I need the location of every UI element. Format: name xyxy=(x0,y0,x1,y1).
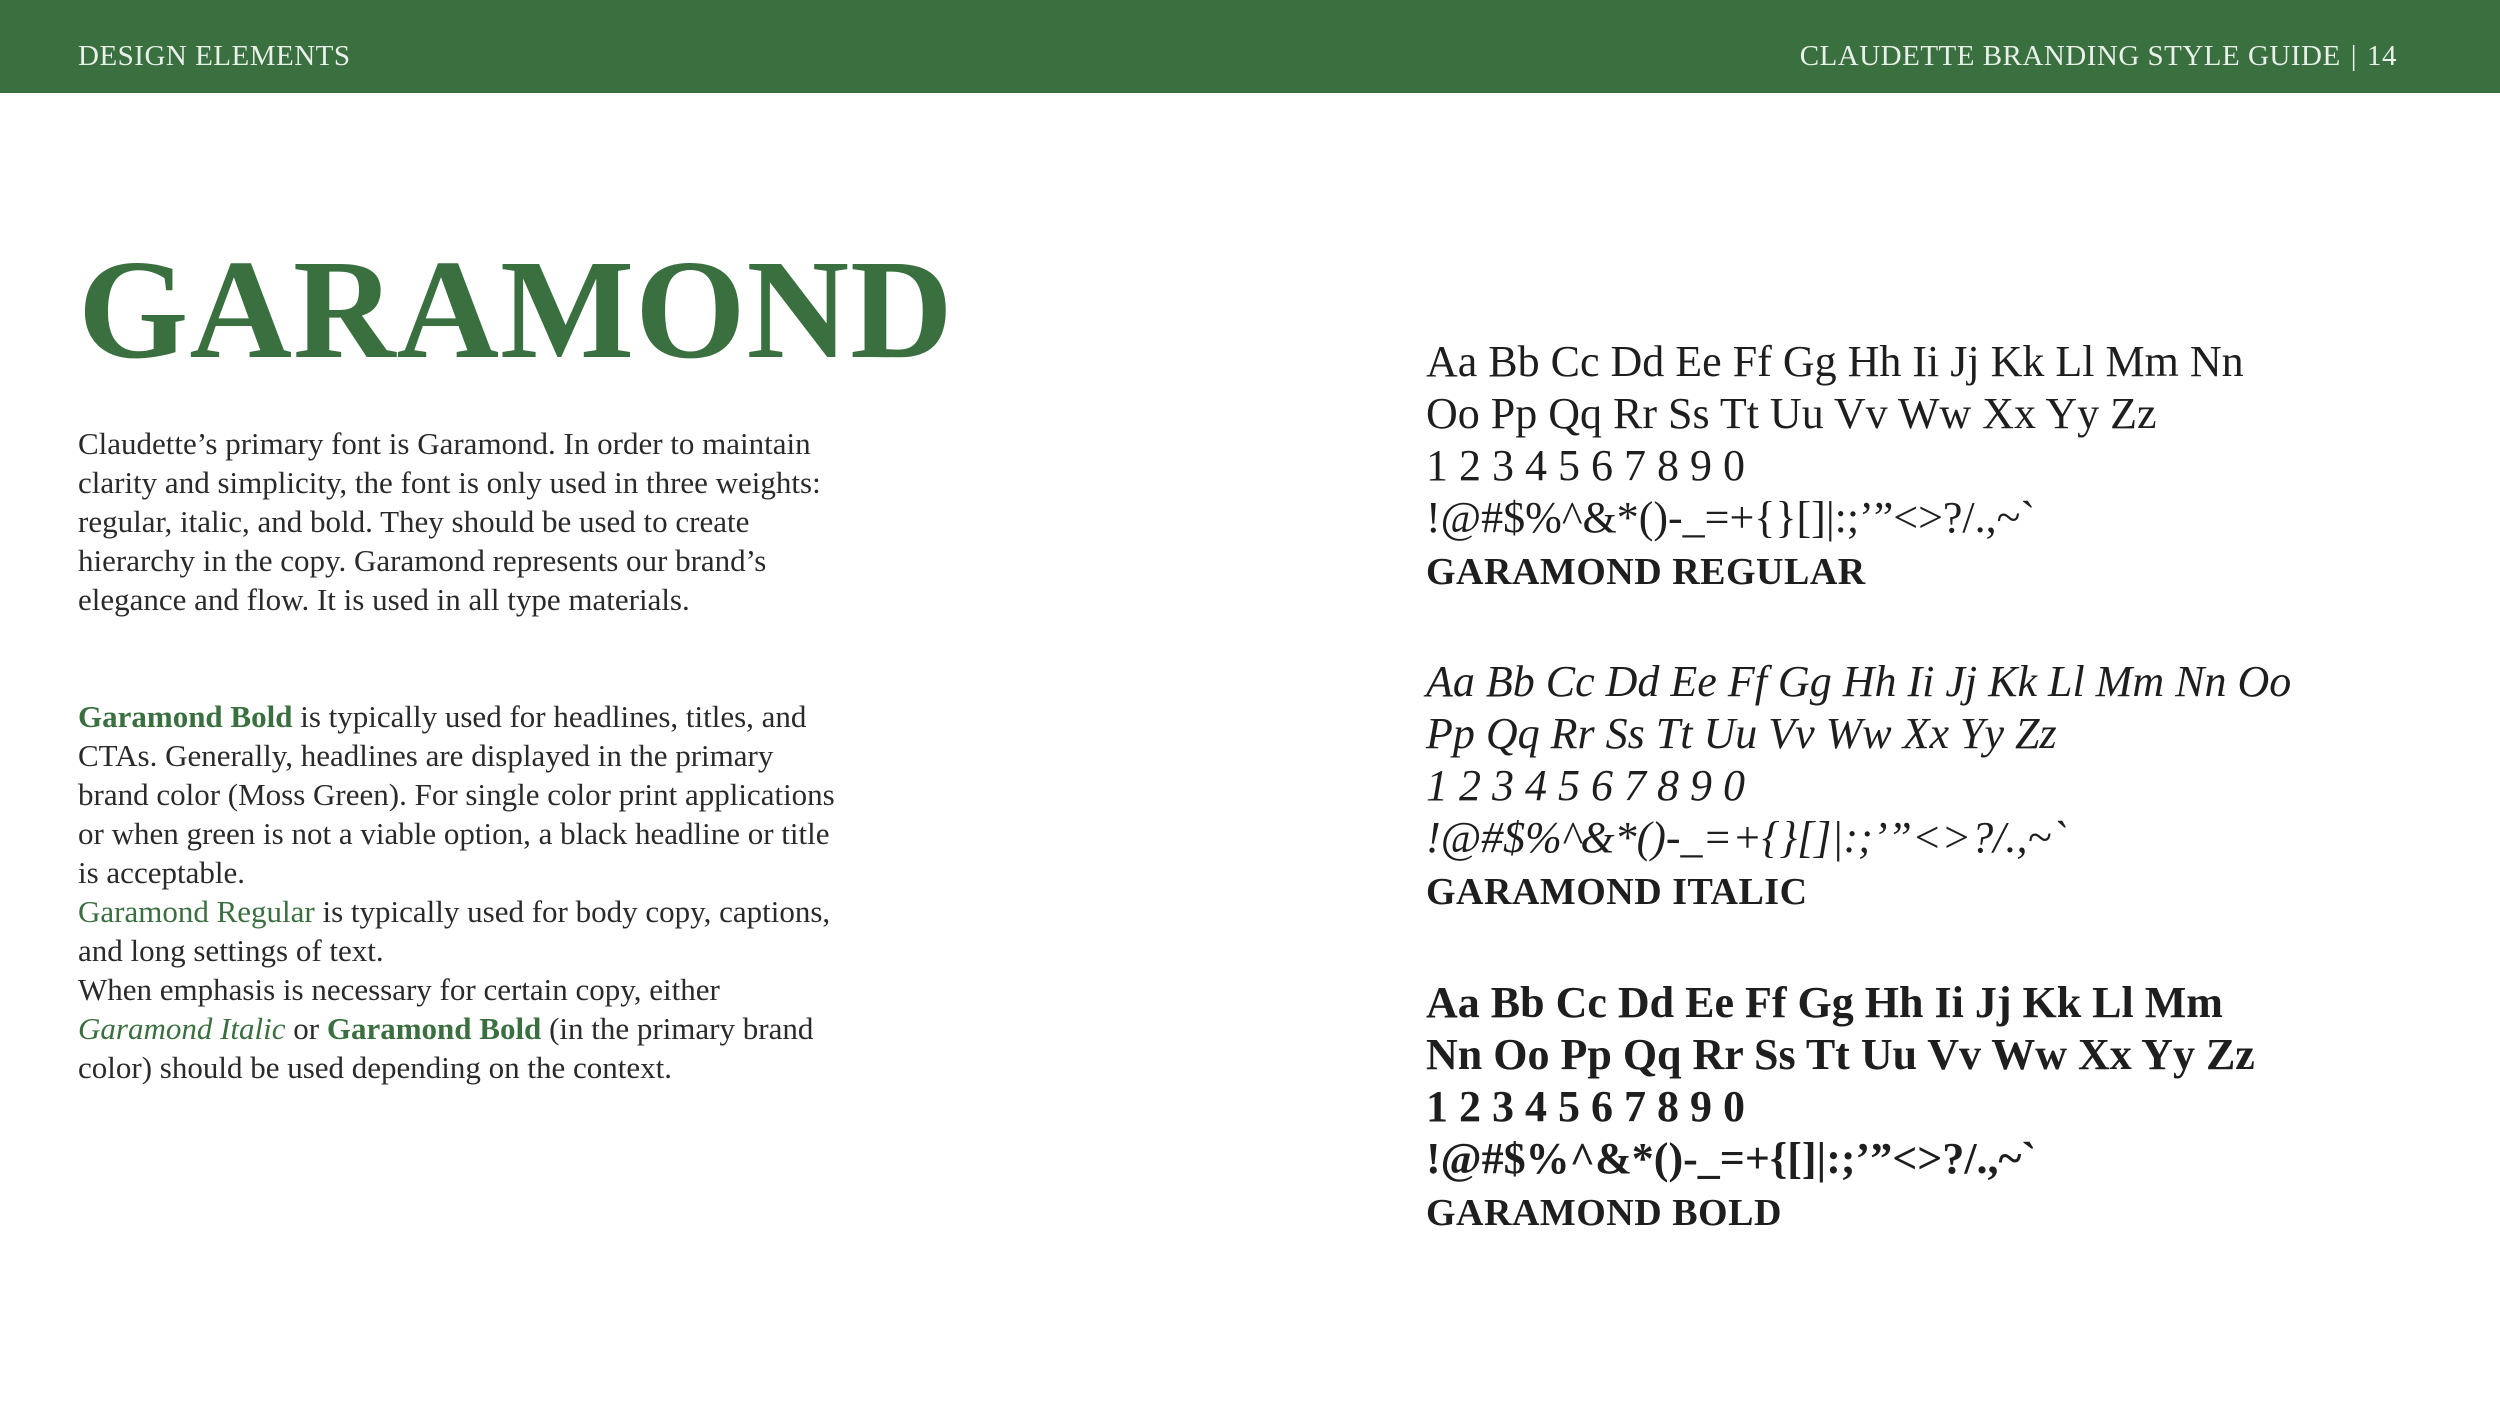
usage-paragraph xyxy=(78,697,838,1087)
specimen-line: !@#$%^&*()-_=+{}[]|:;’”<>?/.,~` xyxy=(1426,493,2036,542)
specimen-line: 1 2 3 4 5 6 7 8 9 0 xyxy=(1426,441,1745,490)
guide-title: CLAUDETTE BRANDING STYLE GUIDE xyxy=(1799,40,2341,72)
emphasis-tail-text: (in the primary brand color) should be used depending on the context. xyxy=(78,1011,814,1085)
intro-paragraph: Claudette’s primary font is Garamond. In order to maintain clarity and simplicity, the font is only used in three weights: regular, italic, and bold. They should be used to create hierarchy in the copy. Garamond represents our brand’s elegance and flow. It is used in all type materials. xyxy=(78,426,821,617)
specimen-label: GARAMOND ITALIC xyxy=(1426,871,1808,913)
specimen-line: 1 2 3 4 5 6 7 8 9 0 xyxy=(1426,1082,1745,1131)
section-label: DESIGN ELEMENTS xyxy=(78,40,351,72)
italic-specimen xyxy=(1426,656,2466,917)
specimen-line: Oo Pp Qq Rr Ss Tt Uu Vv Ww Xx Yy Zz xyxy=(1426,389,2157,438)
specimen-label: GARAMOND REGULAR xyxy=(1426,551,1866,593)
bold-specimen xyxy=(1426,977,2466,1238)
specimen-line: Aa Bb Cc Dd Ee Ff Gg Hh Ii Jj Kk Ll Mm Nn xyxy=(1426,337,2244,386)
page-number: 14 xyxy=(2367,40,2397,72)
or-text: or xyxy=(285,1011,327,1046)
specimen-line: 1 2 3 4 5 6 7 8 9 0 xyxy=(1426,761,1745,810)
header-bar xyxy=(0,0,2500,93)
specimen-line: !@#$%^&*()-_=+{}[]|:;’”<>?/.,~` xyxy=(1426,813,2066,862)
regular-usage-text: is typically used for body copy, captions, and long settings of text. xyxy=(78,894,831,968)
regular-specimen xyxy=(1426,336,2466,597)
bold-font-name: Garamond Bold xyxy=(78,699,293,734)
specimen-line: !@#$%^&*()-_=+{[]|:;’”<>?/.,~` xyxy=(1426,1134,2037,1183)
specimen-label: GARAMOND BOLD xyxy=(1426,1192,1782,1234)
specimen-line: Pp Qq Rr Ss Tt Uu Vv Ww Xx Yy Zz xyxy=(1426,709,2057,758)
header-separator: | xyxy=(2350,40,2357,72)
guide-title-page xyxy=(1800,40,2397,73)
bold-usage-text: is typically used for headlines, titles, and CTAs. Generally, headlines are displayed in the primary brand color (Moss Green). For single color print applications or when green is not a viable option, a black headline or title is acceptable. xyxy=(78,699,835,890)
italic-font-name: Garamond Italic xyxy=(78,1011,286,1046)
emphasis-lead-text: When emphasis is necessary for certain copy, either xyxy=(78,972,720,1007)
bold-font-name-2: Garamond Bold xyxy=(326,1011,542,1046)
specimen-line: Aa Bb Cc Dd Ee Ff Gg Hh Ii Jj Kk Ll Mm xyxy=(1426,978,2223,1027)
specimen-line: Aa Bb Cc Dd Ee Ff Gg Hh Ii Jj Kk Ll Mm Nn Oo xyxy=(1426,657,2292,706)
specimen-line: Nn Oo Pp Qq Rr Ss Tt Uu Vv Ww Xx Yy Zz xyxy=(1426,1030,2255,1079)
regular-font-name: Garamond Regular xyxy=(78,894,315,929)
page-title: GARAMOND xyxy=(78,230,954,388)
